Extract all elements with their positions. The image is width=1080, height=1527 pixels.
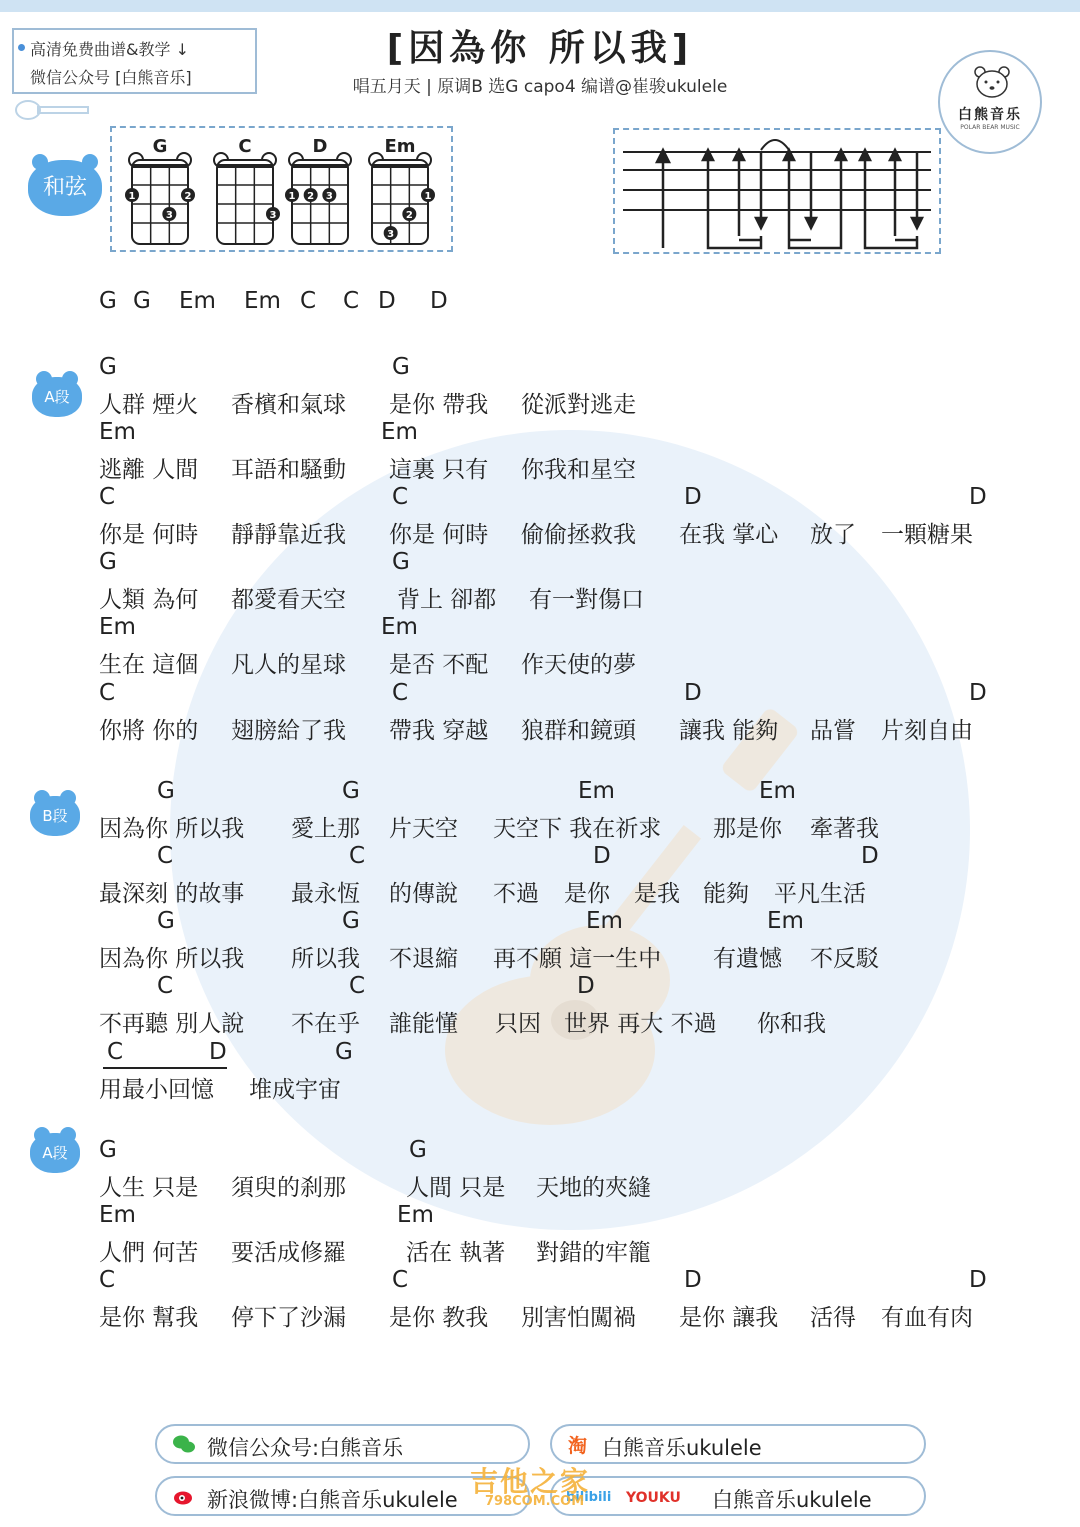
- lyric: 平凡生活: [774, 881, 866, 907]
- footer-taobao[interactable]: [550, 1424, 926, 1464]
- weibo-icon: [173, 1486, 195, 1506]
- chord: C: [157, 973, 174, 999]
- lyric: 愛上那: [291, 816, 360, 842]
- chord: C: [392, 680, 409, 706]
- finger-number: 3: [325, 191, 333, 202]
- lyric-line: [99, 1169, 999, 1201]
- lyric: 天地的夾縫: [536, 1175, 651, 1201]
- footer-wechat[interactable]: [155, 1424, 530, 1464]
- chords-label-badge: [28, 160, 102, 216]
- polar-bear-icon: [972, 64, 1012, 100]
- chord-diagram-d: [285, 136, 351, 244]
- chord: G: [392, 549, 410, 575]
- chord: C: [157, 843, 174, 869]
- song-subtitle: 唱五月天 | 原调B 选G capo4 编谱@崔骏ukulele: [352, 77, 728, 97]
- lyric: 那是你: [713, 816, 782, 842]
- footer-wechat-text: 微信公众号:白熊音乐: [207, 1436, 404, 1460]
- brand-logo: [938, 50, 1042, 154]
- lyric: 逃離 人間: [99, 457, 199, 483]
- chord-line: [99, 419, 999, 451]
- lyric: 有遺憾: [713, 946, 782, 972]
- lyric-line: [99, 646, 999, 678]
- lyric: 所以我: [291, 946, 360, 972]
- lyric-line: [99, 1071, 999, 1103]
- chord: Em: [381, 614, 418, 640]
- chord: D: [684, 680, 702, 706]
- section-a1-label: A段: [44, 388, 70, 406]
- chord: G: [342, 908, 360, 934]
- chord-line: [99, 843, 999, 875]
- chord-line: [99, 549, 999, 581]
- logo-text: 白熊音乐: [958, 107, 1022, 123]
- ukulele-small-icon: [14, 98, 94, 122]
- chord: D: [209, 1039, 227, 1065]
- lyric: 天空下 我在祈求: [493, 816, 662, 842]
- lyric-line: [99, 1005, 999, 1037]
- lyric: 須臾的刹那: [231, 1175, 346, 1201]
- finger-number: 3: [269, 210, 277, 221]
- chord: Em: [578, 778, 615, 804]
- lyric-line: [99, 1299, 999, 1331]
- chord: G: [157, 908, 175, 934]
- lyric-line: [99, 940, 999, 972]
- chord-diagram-box: [110, 126, 453, 252]
- lyric: 對錯的牢籠: [536, 1240, 651, 1266]
- lyric: 你和我: [757, 1011, 826, 1037]
- footer-taobao-text: 白熊音乐ukulele: [602, 1436, 762, 1460]
- lyric: 偷偷拯救我: [521, 522, 636, 548]
- lyric: 耳語和騷動: [231, 457, 346, 483]
- lyric: 最永恆: [291, 881, 360, 907]
- intro-chord: Em: [179, 288, 216, 314]
- lyric-line: [99, 810, 999, 842]
- finger-number: 3: [387, 229, 395, 240]
- lyric: 放了: [810, 522, 856, 548]
- lyric: 要活成修羅: [231, 1240, 346, 1266]
- footer-weibo-text: 新浪微博:白熊音乐ukulele: [207, 1488, 458, 1512]
- chord-diagram-c: [214, 136, 280, 244]
- chord: D: [593, 843, 611, 869]
- chord: G: [157, 778, 175, 804]
- chord-line: [99, 973, 999, 1005]
- chord: Em: [99, 614, 136, 640]
- lyric: 人類 為何: [99, 587, 199, 613]
- chord: Em: [586, 908, 623, 934]
- lyric: 是否 不配: [389, 652, 489, 678]
- chord: G: [409, 1137, 427, 1163]
- lyric: 用最小回憶: [99, 1077, 214, 1103]
- lyric: 凡人的星球: [231, 652, 346, 678]
- chord: Em: [99, 419, 136, 445]
- chord-name: Em: [384, 136, 416, 157]
- strum-pattern: [615, 130, 939, 252]
- lyric: 你是 何時: [389, 522, 489, 548]
- lyric: 香檳和氣球: [231, 392, 346, 418]
- section-a2-badge: [30, 1133, 80, 1173]
- lyric: 人們 何苦: [99, 1240, 199, 1266]
- lyric-line: [99, 712, 999, 744]
- logo-subtext: POLAR BEAR MUSIC: [960, 124, 1020, 131]
- lyric: 是你 幫我: [99, 1305, 199, 1331]
- lyric: 讓我 能夠: [679, 718, 779, 744]
- lyric-line: [99, 581, 999, 613]
- chord: G: [99, 354, 117, 380]
- lyric: 誰能懂: [389, 1011, 458, 1037]
- footer-video-text: 白熊音乐ukulele: [712, 1488, 872, 1512]
- finger-number: 2: [405, 210, 413, 221]
- lyric: 不再聽 別人說: [99, 1011, 245, 1037]
- lyric: 片天空: [389, 816, 458, 842]
- lyric: 作天使的夢: [521, 652, 636, 678]
- chord: G: [99, 549, 117, 575]
- chord-line: [99, 680, 999, 712]
- chord: D: [684, 1267, 702, 1293]
- section-b-badge: [30, 796, 80, 836]
- info-line-2: 微信公众号 [白熊音乐]: [30, 68, 192, 87]
- chord: C: [99, 1267, 116, 1293]
- lyric-line: [99, 451, 999, 483]
- chord-name: G: [152, 136, 168, 157]
- lyric-line: [99, 875, 999, 907]
- watermark-url: 798COM.COM: [485, 1494, 585, 1509]
- intro-chord: D: [378, 288, 396, 314]
- intro-chords: [99, 288, 999, 320]
- lyric: 人群 煙火: [99, 392, 199, 418]
- lyric: 能夠: [703, 881, 749, 907]
- lyric: 不反駁: [810, 946, 879, 972]
- lyric: 停下了沙漏: [231, 1305, 346, 1331]
- lyric: 因為你 所以我: [99, 946, 245, 972]
- section-a1-badge: [32, 377, 82, 417]
- lyric: 的傳說: [389, 881, 458, 907]
- strum-pattern-box: [613, 128, 941, 254]
- watermark-text: 吉他之家: [470, 1465, 591, 1498]
- finger-number: 2: [307, 191, 315, 202]
- chord: C: [392, 1267, 409, 1293]
- lyric: 翅膀給了我: [231, 718, 346, 744]
- lyric: 品嘗: [810, 718, 856, 744]
- chord-line: [99, 778, 999, 810]
- lyric: 都愛看天空: [231, 587, 346, 613]
- lyric: 只因: [495, 1011, 541, 1037]
- lyric: 你是 何時: [99, 522, 199, 548]
- lyric: 你我和星空: [521, 457, 636, 483]
- chord: D: [861, 843, 879, 869]
- lyric: 一顆糖果: [881, 522, 973, 548]
- lyric: 再不願 這一生中: [493, 946, 662, 972]
- lyric: 從派對逃走: [521, 392, 636, 418]
- lyric: 是你: [564, 881, 610, 907]
- section-a2-label: A段: [42, 1144, 68, 1162]
- lyric: 有血有肉: [881, 1305, 973, 1331]
- intro-chord: C: [343, 288, 360, 314]
- chord: Em: [397, 1202, 434, 1228]
- chord: D: [969, 680, 987, 706]
- chord: C: [392, 484, 409, 510]
- chord: D: [684, 484, 702, 510]
- chord: Em: [99, 1202, 136, 1228]
- chords-label: 和弦: [42, 175, 87, 200]
- lyric: 片刻自由: [881, 718, 973, 744]
- wechat-icon: [173, 1434, 195, 1454]
- section-b-label: B段: [42, 807, 68, 825]
- lyric: 生在 這個: [99, 652, 199, 678]
- intro-chord: C: [300, 288, 317, 314]
- chord-line: [99, 1202, 999, 1234]
- song-title: [因為你 所以我]: [386, 28, 694, 69]
- chord-line: [99, 354, 999, 386]
- chord-line: [99, 614, 999, 646]
- chord: Em: [759, 778, 796, 804]
- lyric: 不在乎: [291, 1011, 360, 1037]
- taobao-icon: 淘: [568, 1435, 588, 1457]
- lyric: 靜靜靠近我: [231, 522, 346, 548]
- chord-name: D: [312, 136, 328, 157]
- lyric: 是你 教我: [389, 1305, 489, 1331]
- lyric: 背上 卻都: [397, 587, 497, 613]
- chord: C: [349, 973, 366, 999]
- lyric: 你將 你的: [99, 718, 199, 744]
- lyric: 因為你 所以我: [99, 816, 245, 842]
- lyric: 是我: [634, 881, 680, 907]
- lyric: 世界 再大 不過: [564, 1011, 717, 1037]
- intro-chord: Em: [244, 288, 281, 314]
- lyric: 別害怕闖禍: [521, 1305, 636, 1331]
- lyric: 不過: [493, 881, 539, 907]
- chord: Em: [381, 419, 418, 445]
- youku-icon: YOUKU: [626, 1490, 681, 1506]
- lyric: 堆成宇宙: [249, 1077, 341, 1103]
- chord: G: [342, 778, 360, 804]
- chord-line: [99, 1039, 999, 1071]
- chord-line: [99, 484, 999, 516]
- chord: D: [969, 484, 987, 510]
- lyric: 有一對傷口: [529, 587, 644, 613]
- lyric: 是你 帶我: [389, 392, 489, 418]
- chord: C: [349, 843, 366, 869]
- intro-chord: G: [133, 288, 151, 314]
- chord: G: [392, 354, 410, 380]
- bilibili-icon: bilibili: [566, 1490, 612, 1505]
- finger-number: 2: [184, 191, 192, 202]
- lyric: 人間 只是: [406, 1175, 506, 1201]
- chord: G: [99, 1137, 117, 1163]
- chord-line: [99, 1267, 999, 1299]
- finger-number: 1: [288, 191, 296, 202]
- chord-name: C: [238, 136, 252, 157]
- chord: G: [335, 1039, 353, 1065]
- lyric: 狼群和鏡頭: [521, 718, 636, 744]
- finger-number: 3: [165, 210, 173, 221]
- lyric: 牽著我: [810, 816, 879, 842]
- top-bar: [0, 0, 1080, 12]
- lyric: 最深刻 的故事: [99, 881, 245, 907]
- chord-line: [99, 908, 999, 940]
- lyric-line: [99, 516, 999, 548]
- finger-number: 1: [424, 191, 432, 202]
- lyric: 活在 執著: [406, 1240, 506, 1266]
- finger-number: 1: [128, 191, 136, 202]
- intro-chord: G: [99, 288, 117, 314]
- lyric-line: [99, 386, 999, 418]
- chord: C: [99, 484, 116, 510]
- chord: D: [969, 1267, 987, 1293]
- chord: C: [99, 680, 116, 706]
- lyric-line: [99, 1234, 999, 1266]
- lyric: 人生 只是: [99, 1175, 199, 1201]
- chord-diagram-g: [125, 136, 195, 244]
- chord-underline: [103, 1067, 227, 1069]
- lyric: 這裏 只有: [389, 457, 489, 483]
- lyric: 不退縮: [389, 946, 458, 972]
- lyric: 在我 掌心: [679, 522, 779, 548]
- intro-chord: D: [430, 288, 448, 314]
- chord-line: [99, 1137, 999, 1169]
- lyric: 活得: [810, 1305, 856, 1331]
- chord: D: [577, 973, 595, 999]
- chord: Em: [767, 908, 804, 934]
- lyric: 是你 讓我: [679, 1305, 779, 1331]
- chord-diagram-em: [369, 136, 435, 244]
- lyric: 帶我 穿越: [389, 718, 489, 744]
- chord: C: [107, 1039, 124, 1065]
- info-line-1: 高清免费曲谱&教学 ↓: [30, 40, 189, 59]
- chord-diagrams: [112, 128, 451, 250]
